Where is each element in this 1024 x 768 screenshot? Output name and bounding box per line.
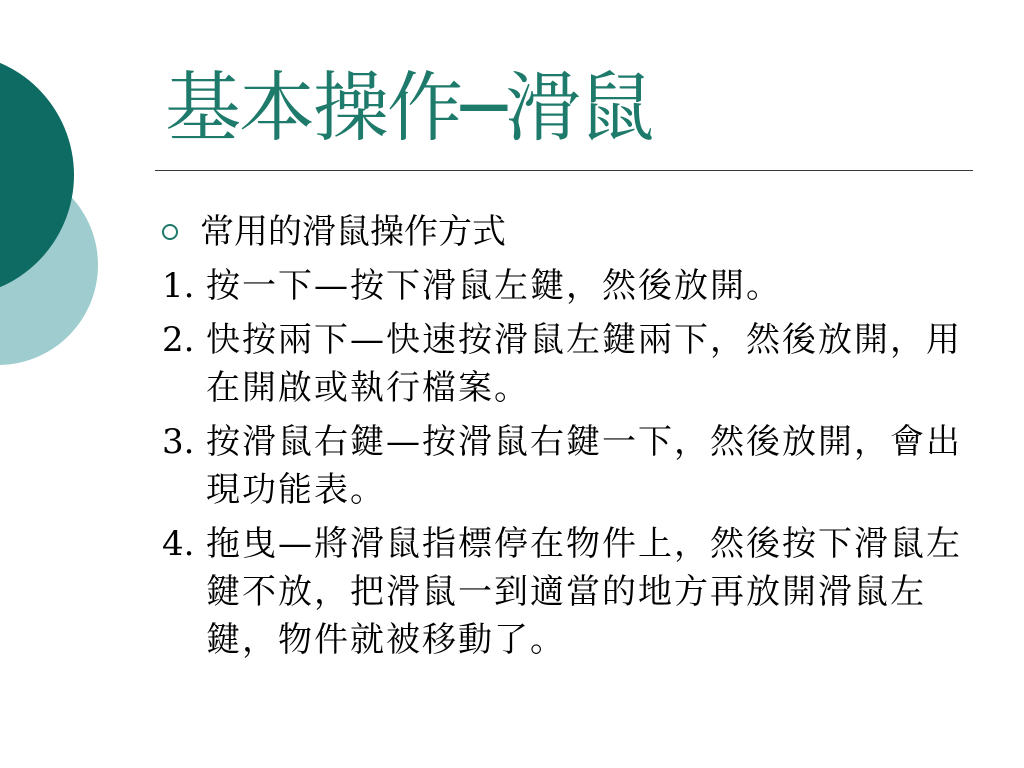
slide-title: 基本操作─滑鼠 [165, 63, 653, 152]
step-number: 1. [162, 266, 195, 306]
step-number: 3. [162, 422, 195, 462]
decorative-circles [0, 0, 120, 420]
bullet-heading [162, 205, 506, 259]
ring-bullet-icon [162, 224, 178, 240]
list-item [162, 262, 977, 310]
bullet-heading-text: 常用的滑鼠操作方式 [200, 212, 506, 252]
list-item [162, 418, 977, 514]
step-number: 2. [162, 320, 195, 360]
title-divider [155, 170, 973, 171]
step-text: 快按兩下—快速按滑鼠左鍵兩下，然後放開，用在開啟或執行檔案。 [206, 320, 962, 408]
step-number: 4. [162, 524, 195, 564]
step-text: 按一下—按下滑鼠左鍵，然後放開。 [206, 266, 782, 306]
list-item [162, 316, 977, 412]
step-text: 拖曳—將滑鼠指標停在物件上，然後按下滑鼠左鍵不放，把滑鼠一到適當的地方再放開滑鼠左鍵，物件就被移動了。 [206, 524, 962, 660]
step-text: 按滑鼠右鍵—按滑鼠右鍵一下，然後放開，會出現功能表。 [206, 422, 962, 510]
operation-steps-list [162, 262, 977, 670]
list-item [162, 520, 977, 664]
